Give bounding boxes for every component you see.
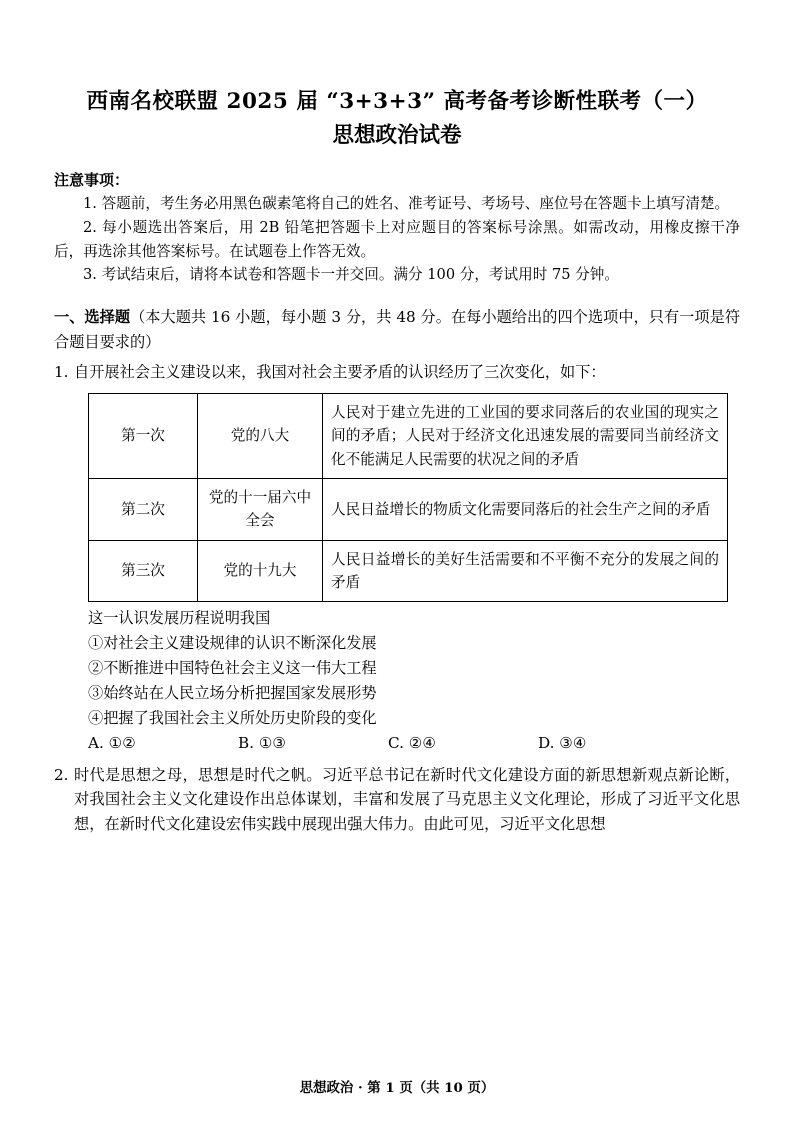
title-line-2: 思想政治试卷	[332, 123, 462, 149]
section-heading	[54, 305, 740, 354]
question-1-option-4: ④把握了我国社会主义所处历史阶段的变化	[88, 708, 377, 727]
choice-d: D. ③④	[538, 733, 587, 752]
table-cell-content: 人民对于建立先进的工业国的要求同落后的农业国的现实之间的矛盾；人民对于经济文化迅速发展的需要同当前经济文化不能满足人民需要的状况之间的矛盾	[323, 393, 728, 478]
table-cell-content: 人民日益增长的物质文化需要同落后的社会生产之间的矛盾	[323, 478, 728, 540]
question-1	[54, 360, 740, 385]
table-cell-meeting: 党的十九大	[198, 540, 323, 602]
table-cell-meeting: 党的十一届六中全会	[198, 478, 323, 540]
section-label: 一、选择题	[54, 307, 131, 326]
choice-a: A. ①②	[88, 733, 136, 752]
question-2	[54, 763, 740, 837]
question-2-number: 2.	[54, 765, 69, 784]
notice-item-2: 2. 每小题选出答案后，用 2B 铅笔把答题卡上对应题目的答案标号涂黑。如需改动，用橡皮擦干净后，再选涂其他答案标号。在试题卷上作答无效。	[54, 219, 740, 260]
table-cell-order: 第三次	[89, 540, 198, 602]
notice-item-1: 1. 答题前，考生务必用黑色碳素笔将自己的姓名、准考证号、考场号、座位号在答题卡上填写清楚。	[83, 195, 730, 213]
question-1-option-2: ②不断推进中国特色社会主义这一伟大工程	[88, 659, 377, 678]
question-1-number: 1.	[54, 363, 69, 382]
question-1-option-1: ①对社会主义建设规律的认识不断深化发展	[88, 634, 377, 653]
table-cell-meeting: 党的八大	[198, 393, 323, 478]
table-row	[89, 478, 728, 540]
page-title	[54, 86, 740, 151]
question-1-table	[88, 393, 728, 602]
table-row	[89, 393, 728, 478]
choice-b: B. ①③	[238, 733, 287, 752]
table-cell-content: 人民日益增长的美好生活需要和不平衡不充分的发展之间的矛盾	[323, 540, 728, 602]
question-1-option-3: ③始终站在人民立场分析把握国家发展形势	[88, 684, 377, 703]
notice-heading: 注意事项：	[54, 171, 130, 190]
question-1-stem: 自开展社会主义建设以来，我国对社会主要矛盾的认识经历了三次变化，如下：	[74, 363, 606, 382]
section-description: （本大题共 16 小题，每小题 3 分，共 48 分。在每小题给出的四个选项中，只有一项是符合题目要求的）	[54, 307, 741, 351]
table-cell-order: 第一次	[89, 393, 198, 478]
question-2-stem: 时代是思想之母，思想是时代之帆。习近平总书记在新时代文化建设方面的新思想新观点新论断，对我国社会主义文化建设作出总体谋划，丰富和发展了马克思主义文化理论，形成了习近平文化思想，在新时代文化建设宏伟实践中展现出强大伟力。由此可见，习近平文化思想	[74, 765, 740, 833]
question-1-choices	[88, 731, 740, 757]
title-line-1: 西南名校联盟 2025 届 “3+3+3” 高考备考诊断性联考（一）	[86, 89, 708, 114]
table-cell-order: 第二次	[89, 478, 198, 540]
choice-c: C. ②④	[388, 733, 436, 752]
question-1-lead: 这一认识发展历程说明我国	[88, 609, 271, 628]
page-footer: 思想政治 · 第 1 页（共 10 页）	[299, 1080, 495, 1096]
table-row	[89, 540, 728, 602]
notice-item-3: 3. 考试结束后，请将本试卷和答题卡一并交回。满分 100 分，考试用时 75 分钟。	[83, 266, 619, 284]
